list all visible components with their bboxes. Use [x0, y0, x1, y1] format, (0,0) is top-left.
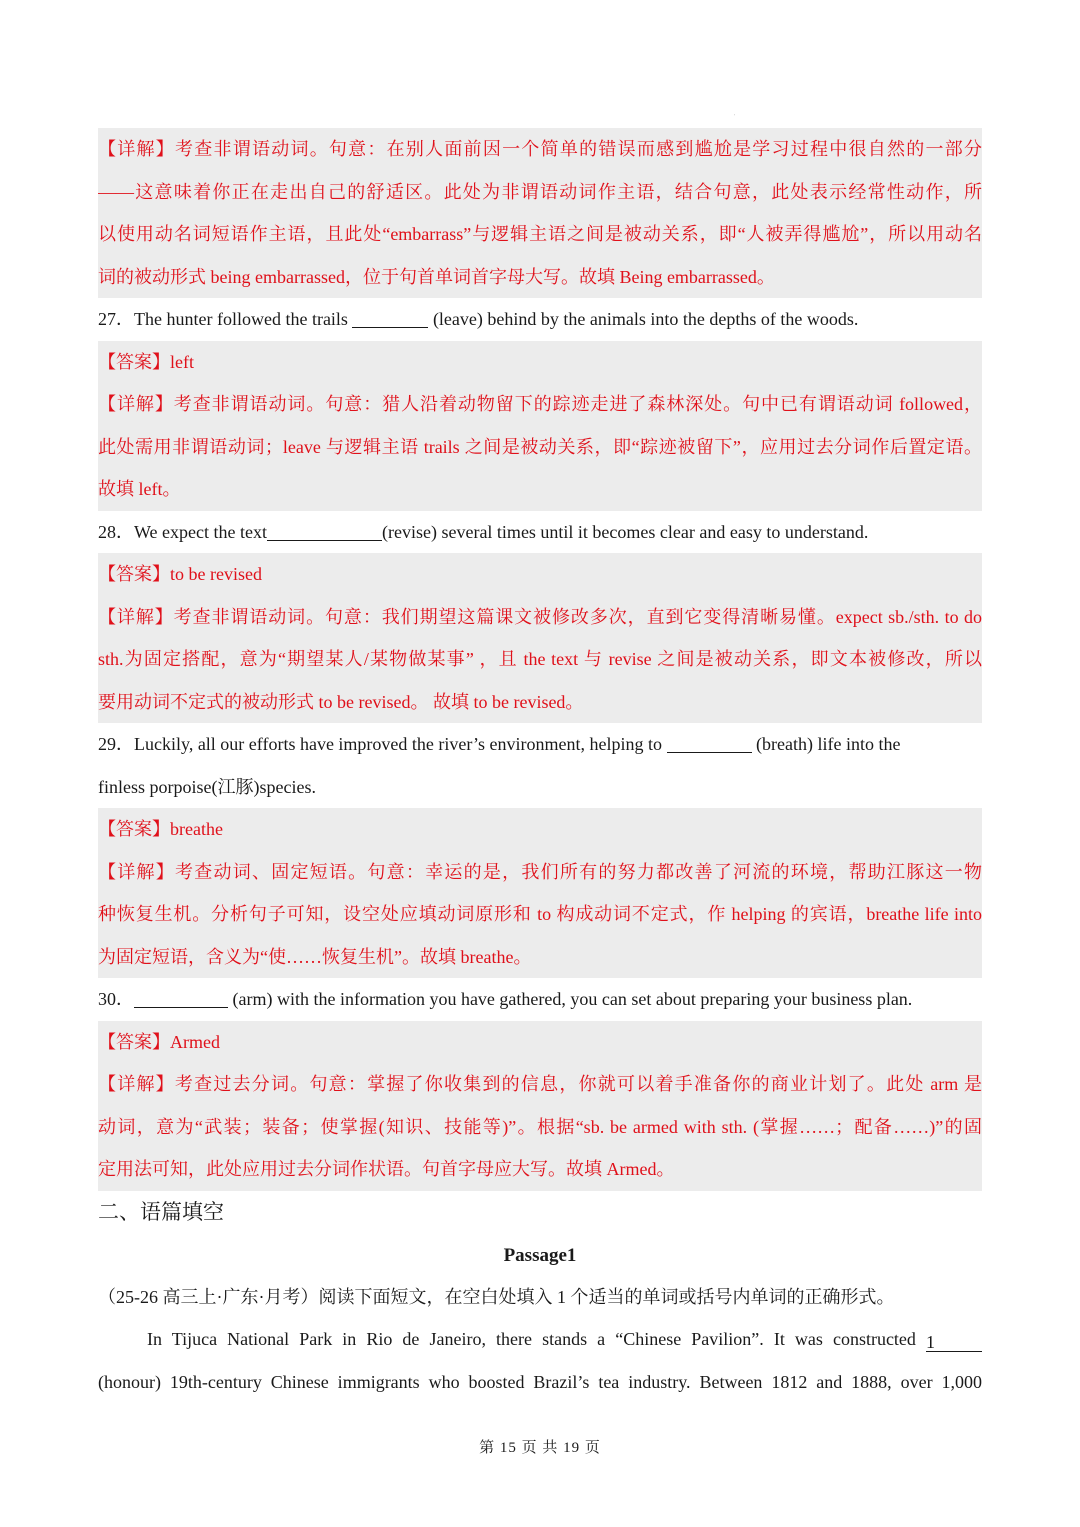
q30-answer-block [98, 1021, 982, 1191]
answer-line: 【答案】to be revised [98, 564, 262, 584]
explanation-line: 故填 left。 [98, 479, 181, 499]
passage-blank-1: 1 [926, 1333, 982, 1352]
explanation-line: 定用法可知，此处应用过去分词作状语。句首字母应大写。故填 Armed。 [98, 1159, 675, 1179]
explanation-line: ——这意味着你正在走出自己的舒适区。此处为非谓语动词作主语，结合句意，此处表示经常性动作，所 [98, 181, 982, 202]
answer-blank [352, 309, 428, 328]
question-27: 27．The hunter followed the trails (leave) behind by the animals into the depths of the woods. [98, 309, 859, 329]
explanation-line: 【详解】考查非谓语动词。句意：猎人沿着动物留下的踪迹走进了森林深处。句中已有谓语动词 followed， [98, 394, 982, 414]
answer-line: 【答案】left [98, 351, 194, 372]
question-29: 29．Luckily, all our efforts have improved the river’s environment, helping to (breath) life into the [98, 734, 901, 754]
scan-mark: ' [734, 114, 736, 120]
answer-blank [134, 989, 228, 1008]
explanation-line: sth.为固定搭配，意为“期望某人/某物做某事” ，且 the text 与 revise 之间是被动关系，即文本被修改，所以 [98, 649, 982, 669]
page-footer: 第 15 页 共 19 页 [479, 1440, 601, 1456]
answer-blank [667, 734, 752, 753]
explanation-line: 【详解】考查非谓语动词。句意：我们期望这篇课文被修改多次，直到它变得清晰易懂。expect sb./sth. to do [98, 606, 982, 627]
explanation-line: 以使用动名词短语作主语，且此处“embarrass”与逻辑主语之间是被动关系，即“人被弄得尴尬”，所以用动名 [98, 224, 982, 244]
question-29-cont: finless porpoise(江豚)species. [98, 776, 316, 797]
passage-line: In Tijuca National Park in Rio de Janeiro, there stands a “Chinese Pavilion”. It was constructed 1 [98, 1318, 982, 1361]
passage-line: (honour) 19th-century Chinese immigrants who boosted Brazil’s tea industry. Between 1812 and 1888, over 1,000 [98, 1371, 982, 1392]
explanation-line: 词的被动形式 being embarrassed，位于句首单词首字母大写。故填 Being embarrassed。 [98, 266, 775, 287]
explanation-line: 要用动词不定式的被动形式 to be revised。 故填 to be revised。 [98, 691, 584, 712]
explanation-line: 【详解】考查非谓语动词。句意：在别人面前因一个简单的错误而感到尴尬是学习过程中很自然的一部分 [98, 139, 982, 159]
section-heading: 二、语篇填空 [98, 1199, 224, 1224]
passage-instruction: （25-26 高三上·广东·月考）阅读下面短文，在空白处填入 1 个适当的单词或括号内单词的正确形式。 [98, 1286, 895, 1307]
explanation-line: 【详解】考查动词、固定短语。句意：幸运的是，我们所有的努力都改善了河流的环境，帮助江豚这一物 [98, 861, 982, 882]
passage-title: Passage1 [503, 1244, 577, 1266]
question-30: 30． (arm) with the information you have gathered, you can set about preparing your business plan. [98, 989, 913, 1009]
q27-answer-block [98, 341, 982, 511]
explanation-line: 动词，意为“武装；装备；使掌握(知识、技能等)”。根据“sb. be armed with sth. (掌握……；配备……)”的固 [98, 1116, 982, 1137]
document-body [98, 128, 982, 1403]
answer-line: 【答案】breathe [98, 819, 223, 839]
q29-answer-block [98, 808, 982, 978]
q28-answer-block [98, 553, 982, 723]
answer-line: 【答案】Armed [98, 1031, 220, 1052]
explanation-line: 为固定短语，含义为“使……恢复生机”。故填 breathe。 [98, 946, 532, 967]
answer-blank [267, 522, 382, 541]
explanation-line: 此处需用非谓语动词；leave 与逻辑主语 trails 之间是被动关系，即“踪迹被留下”，应用过去分词作后置定语。 [98, 436, 982, 457]
q26-explanation [98, 128, 982, 298]
explanation-line: 种恢复生机。分析句子可知，设空处应填动词原形和 to 构成动词不定式，作 helping 的宾语，breathe life into [98, 904, 982, 924]
explanation-line: 【详解】考查过去分词。句意：掌握了你收集到的信息，你就可以着手准备你的商业计划了。此处 arm 是 [98, 1074, 982, 1094]
question-28: 28．We expect the text (revise) several times until it becomes clear and easy to understand. [98, 521, 869, 542]
